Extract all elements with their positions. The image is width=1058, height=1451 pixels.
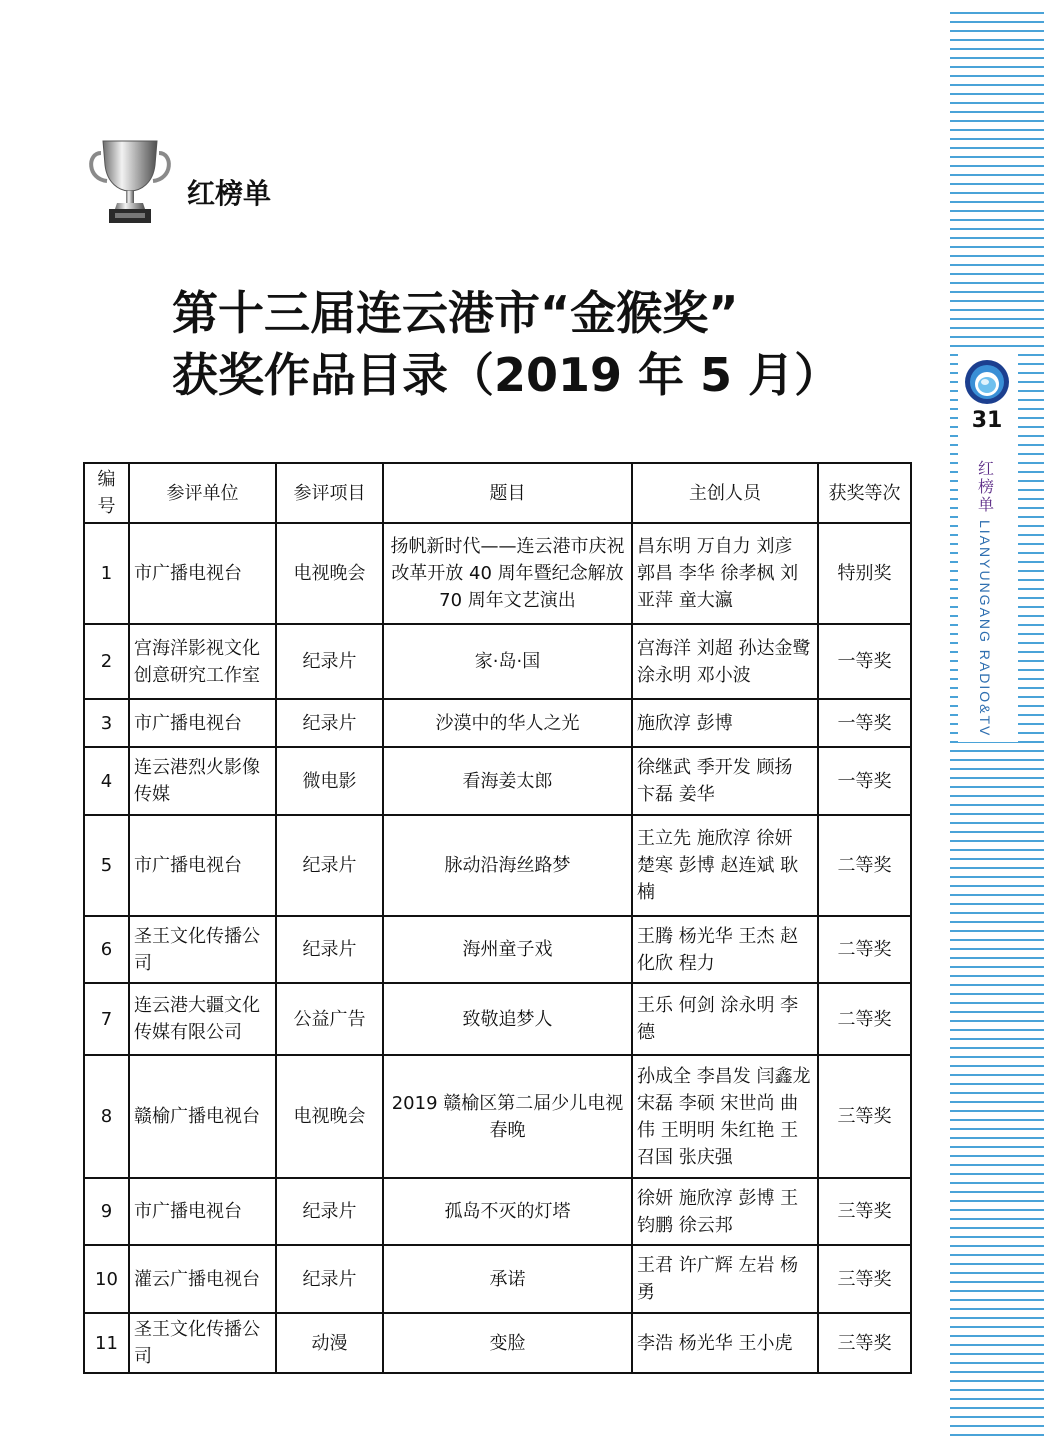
page-number: 31: [971, 408, 1003, 433]
header-number: 编号: [84, 463, 129, 523]
trophy-icon: [85, 135, 175, 227]
cell-crew: 徐妍 施欣淳 彭博 王钧鹏 徐云邦: [632, 1178, 818, 1245]
cell-unit: 灌云广播电视台: [129, 1245, 276, 1313]
cell-category: 动漫: [276, 1313, 383, 1373]
header-unit: 参评单位: [129, 463, 276, 523]
cell-award: 一等奖: [818, 747, 911, 815]
cell-award: 二等奖: [818, 983, 911, 1055]
cell-number: 7: [84, 983, 129, 1055]
cell-unit: 赣榆广播电视台: [129, 1055, 276, 1178]
cell-unit: 连云港大疆文化传媒有限公司: [129, 983, 276, 1055]
cell-award: 三等奖: [818, 1178, 911, 1245]
cell-crew: 孙成全 李昌发 闫鑫龙 宋磊 李硕 宋世尚 曲伟 王明明 朱红艳 王召国 张庆强: [632, 1055, 818, 1178]
side-english-label: LIANYUNGANG RADIO&TV: [977, 520, 993, 738]
cell-crew: 徐继武 季开发 顾扬 卞磊 姜华: [632, 747, 818, 815]
cell-title: 脉动沿海丝路梦: [383, 815, 632, 916]
cell-category: 纪录片: [276, 699, 383, 747]
cell-unit: 市广播电视台: [129, 523, 276, 624]
cell-category: 纪录片: [276, 624, 383, 699]
cell-category: 公益广告: [276, 983, 383, 1055]
cell-crew: 王腾 杨光华 王杰 赵化欣 程力: [632, 916, 818, 983]
cell-number: 2: [84, 624, 129, 699]
cell-crew: 王乐 何剑 涂永明 李德: [632, 983, 818, 1055]
cell-title: 致敬追梦人: [383, 983, 632, 1055]
station-logo-icon: [963, 358, 1011, 406]
cell-number: 3: [84, 699, 129, 747]
cell-number: 8: [84, 1055, 129, 1178]
cell-crew: 施欣淳 彭博: [632, 699, 818, 747]
cell-crew: 昌东明 万自力 刘彦 郭昌 李华 徐孝枫 刘亚萍 童大瀛: [632, 523, 818, 624]
table-header-row: [84, 463, 911, 523]
table-row: [84, 523, 911, 624]
cell-title: 海州童子戏: [383, 916, 632, 983]
cell-award: 特别奖: [818, 523, 911, 624]
cell-number: 5: [84, 815, 129, 916]
table-row: [84, 1313, 911, 1373]
cell-unit: 圣王文化传播公司: [129, 916, 276, 983]
title-line-1: 第十三届连云港市“金猴奖”: [172, 286, 739, 340]
cell-title: 扬帆新时代——连云港市庆祝改革开放 40 周年暨纪念解放 70 周年文艺演出: [383, 523, 632, 624]
table-row: [84, 916, 911, 983]
header-award: 获奖等次: [818, 463, 911, 523]
cell-award: 一等奖: [818, 699, 911, 747]
awards-table: [83, 462, 912, 1374]
header-crew: 主创人员: [632, 463, 818, 523]
table-row: [84, 815, 911, 916]
cell-title: 沙漠中的华人之光: [383, 699, 632, 747]
cell-category: 纪录片: [276, 916, 383, 983]
cell-award: 三等奖: [818, 1055, 911, 1178]
cell-award: 二等奖: [818, 815, 911, 916]
page-title: [172, 282, 912, 406]
cell-unit: 市广播电视台: [129, 699, 276, 747]
cell-number: 1: [84, 523, 129, 624]
cell-number: 9: [84, 1178, 129, 1245]
cell-award: 三等奖: [818, 1313, 911, 1373]
table-row: [84, 1245, 911, 1313]
cell-crew: 王君 许广辉 左岩 杨勇: [632, 1245, 818, 1313]
cell-unit: 宫海洋影视文化创意研究工作室: [129, 624, 276, 699]
cell-number: 6: [84, 916, 129, 983]
header-category: 参评项目: [276, 463, 383, 523]
cell-title: 看海姜太郎: [383, 747, 632, 815]
cell-category: 电视晚会: [276, 1055, 383, 1178]
table-row: [84, 747, 911, 815]
cell-title: 孤岛不灭的灯塔: [383, 1178, 632, 1245]
title-line-2: 获奖作品目录（2019 年 5 月）: [172, 348, 841, 402]
table-row: [84, 624, 911, 699]
cell-number: 11: [84, 1313, 129, 1373]
cell-award: 二等奖: [818, 916, 911, 983]
cell-unit: 市广播电视台: [129, 1178, 276, 1245]
header-title: 题目: [383, 463, 632, 523]
cell-unit: 圣王文化传播公司: [129, 1313, 276, 1373]
cell-category: 微电影: [276, 747, 383, 815]
table-row: [84, 699, 911, 747]
cell-title: 承诺: [383, 1245, 632, 1313]
cell-title: 2019 赣榆区第二届少儿电视春晚: [383, 1055, 632, 1178]
cell-category: 纪录片: [276, 1245, 383, 1313]
cell-title: 变脸: [383, 1313, 632, 1373]
cell-crew: 李浩 杨光华 王小虎: [632, 1313, 818, 1373]
cell-crew: 宫海洋 刘超 孙达金鹭 涂永明 邓小波: [632, 624, 818, 699]
cell-category: 纪录片: [276, 1178, 383, 1245]
cell-category: 纪录片: [276, 815, 383, 916]
cell-crew: 王立先 施欣淳 徐妍 楚寒 彭博 赵连斌 耿楠: [632, 815, 818, 916]
side-section-label: 红榜单: [977, 459, 994, 514]
table-row: [84, 1178, 911, 1245]
table-row: [84, 1055, 911, 1178]
cell-number: 10: [84, 1245, 129, 1313]
table-row: [84, 983, 911, 1055]
cell-number: 4: [84, 747, 129, 815]
cell-award: 三等奖: [818, 1245, 911, 1313]
cell-award: 一等奖: [818, 624, 911, 699]
cell-title: 家·岛·国: [383, 624, 632, 699]
section-label: 红榜单: [187, 177, 272, 210]
cell-unit: 市广播电视台: [129, 815, 276, 916]
cell-category: 电视晚会: [276, 523, 383, 624]
cell-unit: 连云港烈火影像传媒: [129, 747, 276, 815]
